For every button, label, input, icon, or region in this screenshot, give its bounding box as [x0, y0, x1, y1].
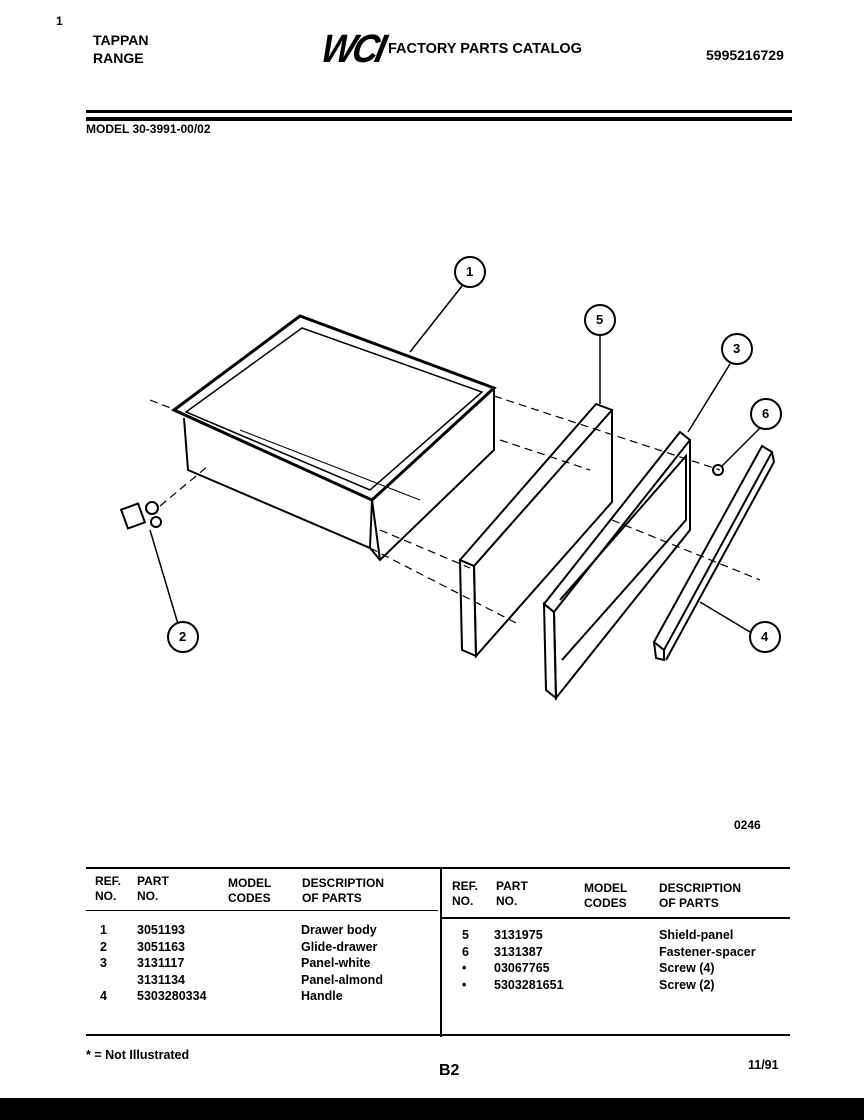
ref-no: 3 — [100, 956, 107, 970]
fastener-spacer-drawing — [713, 465, 723, 475]
description: Fastener-spacer — [659, 944, 756, 959]
right-header-rule — [442, 917, 790, 919]
page-number: B2 — [439, 1062, 460, 1079]
description: Shield-panel — [659, 928, 734, 942]
description: Screw (2) — [659, 977, 715, 992]
description: Handle — [301, 989, 343, 1003]
part-no: 3051163 — [137, 939, 185, 954]
part-header: PART — [137, 874, 169, 888]
ref-header: REF. — [95, 874, 122, 888]
table-row — [100, 955, 440, 972]
brand-line1: TAPPAN — [93, 32, 149, 48]
part-no: 3131387 — [494, 944, 543, 959]
callout-2: 2 — [179, 629, 187, 644]
callout-5: 5 — [596, 312, 604, 327]
table-row — [462, 977, 792, 994]
model-header-2: CODES — [584, 896, 627, 910]
left-header-rule — [86, 910, 438, 911]
description: Drawer body — [301, 923, 377, 937]
desc-header: DESCRIPTION — [302, 876, 385, 890]
callout-1: 1 — [466, 264, 474, 279]
part-no: 3051193 — [137, 923, 185, 937]
revision-date: 11/91 — [748, 1058, 779, 1072]
ref-no — [100, 972, 137, 989]
corner-mark: 1 — [56, 14, 63, 28]
left-parts-list — [100, 922, 440, 1005]
ref-header-2: NO. — [95, 889, 117, 903]
part-no: 3131117 — [137, 956, 185, 970]
model-number: MODEL 30-3991-00/02 — [86, 122, 211, 136]
ref-header: REF. — [452, 879, 479, 893]
part-no: 5303280334 — [137, 989, 207, 1003]
callout-4: 4 — [761, 629, 769, 644]
right-parts-list — [462, 927, 792, 993]
table-bottom-rule — [86, 1034, 790, 1036]
part-no: 03067765 — [494, 961, 550, 975]
ref-header-2: NO. — [452, 894, 474, 908]
table-row — [462, 960, 792, 977]
drawing-code: 0246 — [734, 818, 761, 832]
table-row — [462, 927, 792, 944]
desc-header-2: OF PARTS — [659, 896, 719, 910]
table-row — [100, 939, 440, 956]
part-header: PART — [496, 879, 528, 893]
callout-3: 3 — [733, 341, 741, 356]
glide-drawer-drawing — [121, 502, 161, 528]
description: Glide-drawer — [301, 939, 378, 954]
ref-no: 4 — [100, 989, 107, 1003]
ref-no: 1 — [100, 923, 107, 937]
ref-no: 6 — [462, 944, 469, 959]
callout-6: 6 — [762, 406, 770, 421]
description: Panel-almond — [301, 972, 383, 987]
model-header: MODEL — [228, 876, 272, 890]
table-row — [462, 944, 792, 961]
table-row — [100, 972, 440, 989]
part-no: 3131975 — [494, 928, 543, 942]
model-header-2: CODES — [228, 891, 271, 905]
ref-no: • — [462, 961, 467, 975]
wci-logo: WCI — [317, 25, 388, 71]
drawer-body-drawing — [174, 316, 494, 560]
part-header-2: NO. — [496, 894, 518, 908]
catalog-title: FACTORY PARTS CATALOG — [388, 41, 582, 57]
not-illustrated-note: * = Not Illustrated — [86, 1048, 190, 1062]
part-no: 3131134 — [137, 972, 185, 987]
table-row — [100, 988, 440, 1005]
ref-no: • — [462, 977, 467, 992]
brand-line2: RANGE — [93, 50, 144, 66]
desc-header-2: OF PARTS — [302, 891, 362, 905]
table-top-rule — [86, 867, 790, 869]
part-header-2: NO. — [137, 889, 159, 903]
desc-header: DESCRIPTION — [659, 881, 742, 895]
table-divider — [440, 867, 442, 1037]
ref-no: 5 — [462, 928, 469, 942]
description: Screw (4) — [659, 961, 715, 975]
catalog-number: 5995216729 — [706, 47, 784, 63]
ref-no: 2 — [100, 939, 107, 954]
scan-edge-bar — [0, 1098, 864, 1120]
model-header: MODEL — [584, 881, 628, 895]
description: Panel-white — [301, 956, 371, 970]
shield-panel-drawing — [460, 404, 612, 656]
part-no: 5303281651 — [494, 977, 564, 992]
table-row — [100, 922, 440, 939]
